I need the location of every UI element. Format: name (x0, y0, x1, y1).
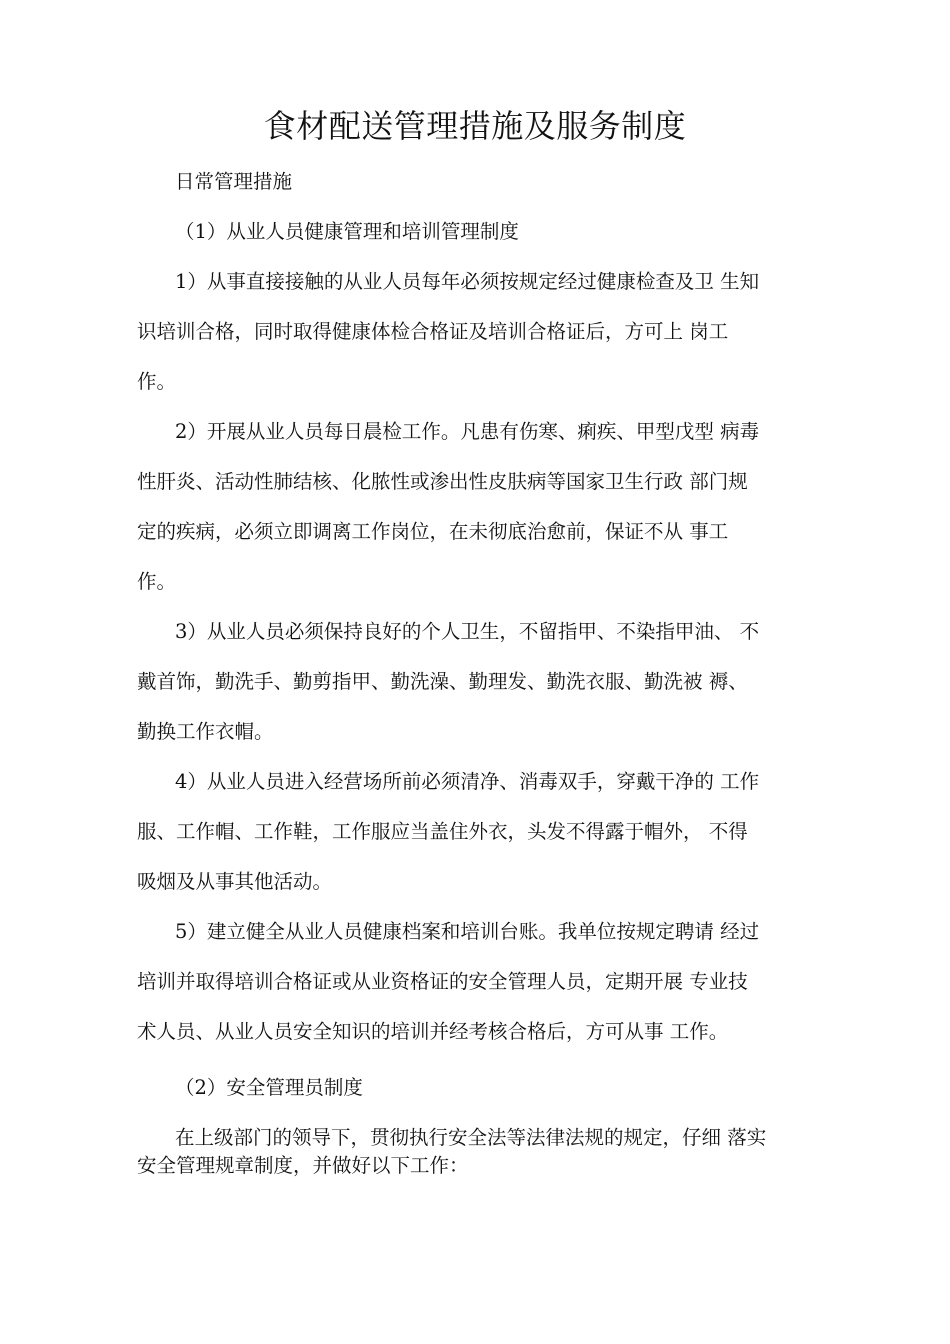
document-title: 食材配送管理措施及服务制度 (263, 107, 687, 145)
paragraph-line: 安全管理规章制度，并做好以下工作： (137, 1154, 469, 1177)
paragraph-line: 2）开展从业人员每日晨检工作。凡患有伤寒、痢疾、甲型戊型 病毒 (175, 420, 760, 443)
paragraph-line: 在上级部门的领导下，贯彻执行安全法等法律法规的规定，仔细 落实 (175, 1126, 767, 1149)
paragraph-line: 性肝炎、活动性肺结核、化脓性或渗出性皮肤病等国家卫生行政 部门规 (137, 470, 748, 493)
paragraph-line: 培训并取得培训合格证或从业资格证的安全管理人员，定期开展 专业技 (137, 970, 748, 993)
subsection-heading: （2）安全管理员制度 (175, 1076, 363, 1099)
paragraph-line: 勤换工作衣帽。 (137, 720, 274, 743)
paragraph-line: 服、工作帽、工作鞋，工作服应当盖住外衣，头发不得露于帽外， 不得 (137, 820, 748, 843)
paragraph-line: 吸烟及从事其他活动。 (137, 870, 333, 893)
paragraph-line: 术人员、从业人员安全知识的培训并经考核合格后，方可从事 工作。 (137, 1020, 729, 1043)
paragraph-line: 定的疾病，必须立即调离工作岗位，在未彻底治愈前，保证不从 事工 (137, 520, 729, 543)
paragraph-line: 3）从业人员必须保持良好的个人卫生，不留指甲、不染指甲油、 不 (175, 620, 760, 643)
subsection-heading: （1）从业人员健康管理和培训管理制度 (175, 220, 519, 243)
paragraph-line: 5）建立健全从业人员健康档案和培训台账。我单位按规定聘请 经过 (175, 920, 760, 943)
section-heading: 日常管理措施 (175, 170, 293, 193)
paragraph-line: 4）从业人员进入经营场所前必须清净、消毒双手，穿戴干净的 工作 (175, 770, 760, 793)
paragraph-line: 作。 (137, 570, 177, 593)
paragraph-line: 戴首饰，勤洗手、勤剪指甲、勤洗澡、勤理发、勤洗衣服、勤洗被 褥、 (137, 670, 748, 693)
paragraph-line: 识培训合格，同时取得健康体检合格证及培训合格证后，方可上 岗工 (137, 320, 729, 343)
paragraph-line: 1）从事直接接触的从业人员每年必须按规定经过健康检查及卫 生知 (175, 270, 760, 293)
paragraph-line: 作。 (137, 370, 177, 393)
